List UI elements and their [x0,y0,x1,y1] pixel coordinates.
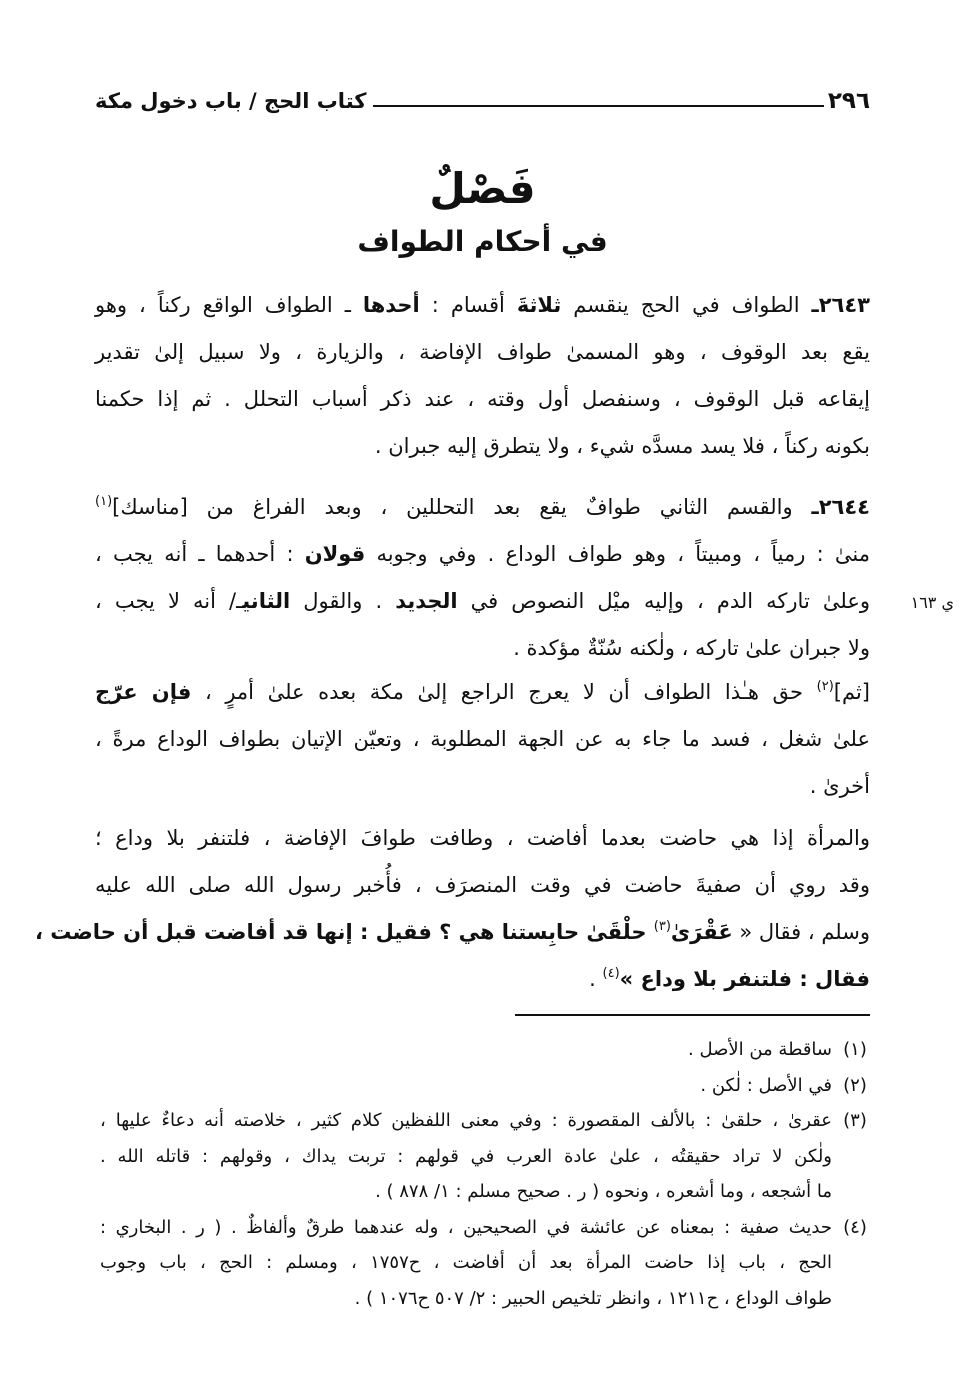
text-line [95,763,870,810]
footnote-number: (٢) [843,1074,867,1096]
footnote-line: في الأصل : لٰكن . [700,1074,832,1096]
section-heading: فَصْلٌ [429,164,536,213]
footnote-line: ساقطة من الأصل . [688,1039,832,1060]
text-line [95,669,870,716]
text-segment: والقسم الثاني طوافٌ يقع بعد التحللين ، وبعد الفراغ من [مناسك] [112,495,812,519]
text-segment: . والقول [290,589,396,613]
text-segment: ـ الطواف الواقع ركناً ، وهو [95,293,363,317]
text-segment: وقد روي أن صفيةَ حاضت في وقت المنصرَف ، فأُخبر رسول الله صلى الله عليه [95,873,870,897]
text-line [95,282,870,329]
text-segment: منىٰ : رمياً ، ومبيتاً ، وهو طواف الوداع . وفي وجوبه [365,542,870,566]
footnote [100,1032,878,1068]
footnote-line: طواف الوداع ، ح١٢١١ ، وانظر تلخيص الحبير : ٢/ ٥٠٧ ح١٠٧٦ ) . [354,1287,832,1309]
bold-text: حلْقَىٰ حابِستنا هي ؟ فقيل : إنها قد أفاضت قبل أن حاضت ، [35,920,654,944]
footnote-number: (٤) [843,1216,867,1238]
page-number: ٢٩٦ [827,88,870,114]
text-line [95,862,870,909]
footnote-text [100,1210,832,1317]
running-title: كتاب الحج / باب دخول مكة [95,89,367,113]
text-line [95,423,870,470]
footnote-ref: (٣) [653,919,671,934]
text-segment: وسلم ، فقال « [732,920,870,944]
footnote-line: عقرىٰ ، حلقىٰ : بالألف المقصورة : وفي معنى اللفظين كلام كثير ، خلاصته أنه دعاءٌ عليها ، [100,1110,832,1131]
text-segment: علىٰ شغل ، فسد ما جاء به عن الجهة المطلوبة ، وتعيّن الإتيان بطواف الوداع مرةً ، [95,727,870,751]
bold-text: ثلاثةَ [516,293,562,317]
margin-note: ي ١٦٣ [910,593,954,612]
footnote-line: حديث صفية : بمعناه عن عائشة في الصحيحين ، وله عندهما طرقٌ وألفاظٌ . ( ر . البخاري : [100,1216,832,1238]
text-segment: والمرأة إذا هي حاضت بعدما أفاضت ، وطافت طوافَ الإفاضة ، فلتنفر بلا وداع ؛ [95,826,870,850]
footnotes [100,1032,878,1316]
body-text [35,0,870,1000]
bold-text: الثاني [242,589,291,613]
text-line [95,956,870,1003]
paragraph [35,815,870,1003]
footnote-text [100,1032,832,1068]
text-line [95,484,870,531]
text-segment: بكونه ركناً ، فلا يسد مسدَّه شيء ، ولا يتطرق إليه جبران . [374,434,870,458]
text-segment: وعلىٰ تاركه الدم ، وإليه ميْل النصوص في [457,589,870,613]
text-segment: الطواف في الحج ينقسم [561,293,812,317]
text-segment: ولا جبران علىٰ تاركه ، ولٰكنه سُنّةٌ مؤكدة . [513,636,870,660]
footnote [100,1210,878,1317]
text-segment: إيقاعه قبل الوقوف ، وسنفصل أول وقته ، عند ذكر أسباب التحلل . ثم إذا حكمنا [95,387,870,411]
text-segment: ـ/ أنه لا يجب ، [95,589,243,613]
text-segment: أقسام : [419,293,517,317]
footnote-text [100,1068,832,1104]
footnote-ref: (٤) [602,966,620,981]
footnote-ref: (٢) [816,679,834,694]
footnote-ref: (١) [95,494,113,509]
footnote-number: (٣) [843,1110,867,1131]
text-segment: يقع بعد الوقوف ، وهو المسمىٰ طواف الإفاضة ، والزيارة ، ولا سبيل إلىٰ تقدير [95,340,870,364]
footnote-line: ولٰكن لا تراد حقيقتُه ، علىٰ عادة العرب في قولهم : تربت يداك ، وقولهم : قاتله الله . [100,1145,832,1167]
footnote-line: الحج ، باب إذا حاضت المرأة بعد أن أفاضت ، ح١٧٥٧ ، ومسلم : الحج ، باب وجوب [100,1252,832,1273]
section-subheading: في أحكام الطواف [357,225,608,258]
text-line [95,531,870,578]
text-line [95,716,870,763]
footnote [100,1103,878,1210]
footnote [100,1068,878,1104]
text-line [95,376,870,423]
text-segment: . [589,967,603,991]
footnote-line: ما أشجعه ، وما أشعره ، ونحوه ( ر . صحيح مسلم : ١/ ٨٧٨ ) . [375,1181,832,1202]
text-line [95,625,870,672]
text-segment: : أحدهما ـ أنه يجب ، [95,542,305,566]
bold-text: أحدها [362,293,420,317]
footnote-text [100,1103,832,1210]
text-line [95,578,870,625]
paragraph [95,669,870,810]
paragraph [95,282,870,470]
footnote-separator [515,1014,870,1016]
footnote-number: (١) [843,1039,867,1060]
bold-text: ٢٦٤٤ـ [811,495,870,519]
bold-text: فإن عرّج [95,680,192,704]
bold-text: فقال : فلتنفر بلا وداع » [619,967,870,991]
text-segment: حق هـٰذا الطواف أن لا يعرج الراجع إلىٰ مكة بعده علىٰ أمرٍ ، [191,680,817,704]
text-segment: أخرىٰ . [809,774,870,798]
text-line [35,909,870,956]
bold-text: عَقْرَىٰ [670,920,733,944]
paragraph [95,484,870,672]
bold-text: ٢٦٤٣ـ [811,293,870,317]
bold-text: الجديد [395,589,458,613]
text-line [95,815,870,862]
bold-text: قولان [304,542,366,566]
text-segment: [ثم] [833,680,870,704]
text-line [95,329,870,376]
